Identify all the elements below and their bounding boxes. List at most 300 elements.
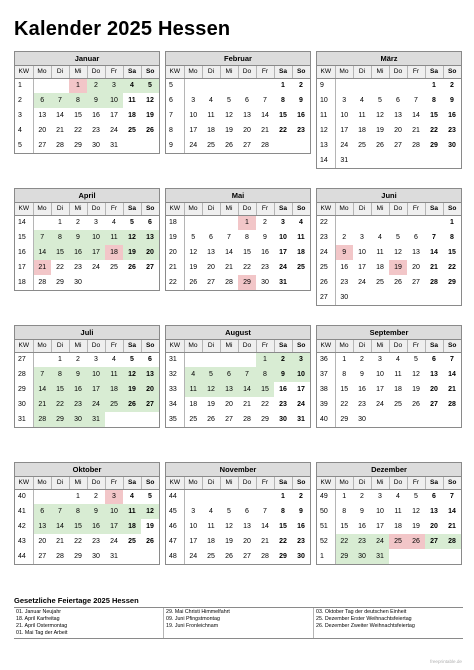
weekday-header: Do: [238, 340, 256, 352]
day-cell: 5: [414, 356, 418, 364]
day-cell: 7: [432, 234, 436, 241]
weekday-header: Di: [51, 203, 69, 215]
week-row: [317, 489, 461, 504]
day-cell: 23: [297, 127, 305, 134]
day-cell: 26: [225, 553, 233, 560]
day-cell: [184, 215, 202, 230]
day-cell: 12: [225, 112, 233, 119]
week-number: 13: [317, 138, 335, 153]
day-cell: 25: [207, 553, 215, 560]
week-number: 8: [166, 123, 184, 138]
day-cell: 5: [130, 219, 134, 227]
week-number: 17: [15, 260, 33, 275]
day-cell: 30: [261, 279, 269, 286]
day-cell: 13: [394, 112, 402, 119]
week-number: 31: [166, 352, 184, 367]
weekday-header: Do: [238, 477, 256, 489]
week-row: [15, 397, 159, 412]
day-cell: 18: [358, 127, 366, 134]
day-cell: 2: [342, 234, 347, 241]
day-cell: 11: [105, 367, 123, 382]
day-cell: [202, 352, 220, 367]
day-cell: 7: [33, 230, 51, 245]
weekday-header: Mo: [335, 203, 353, 215]
day-cell: [425, 412, 443, 427]
week-number: 20: [166, 245, 184, 260]
day-cell: 28: [243, 416, 251, 423]
day-cell: 26: [146, 127, 154, 134]
day-cell: 28: [225, 279, 233, 286]
day-cell: 13: [141, 230, 159, 245]
day-cell: 31: [110, 553, 118, 560]
day-cell: 3: [191, 508, 196, 515]
week-number: 49: [317, 489, 335, 504]
day-cell: 11: [128, 97, 136, 104]
weekday-header: Sa: [123, 477, 141, 489]
day-cell: 21: [412, 127, 420, 134]
day-cell: 18: [123, 519, 141, 534]
weekday-header: Di: [353, 203, 371, 215]
day-cell: 30: [340, 294, 349, 301]
weekday-header: Di: [202, 66, 220, 78]
day-cell: 3: [360, 234, 364, 241]
day-cell: 18: [297, 249, 305, 256]
weekday-header: Mi: [220, 66, 238, 78]
day-cell: [292, 138, 310, 153]
day-cell: 25: [110, 264, 118, 271]
weekday-header: KW: [166, 66, 184, 78]
day-cell: 5: [130, 356, 134, 364]
day-cell: 2: [263, 219, 267, 227]
day-cell: 18: [105, 245, 123, 260]
day-cell: 22: [448, 264, 456, 271]
day-cell: 8: [69, 93, 87, 108]
day-cell: 23: [279, 401, 287, 408]
day-cell: 25: [297, 264, 305, 271]
day-cell: 4: [360, 97, 364, 104]
day-cell: 5: [202, 367, 220, 382]
weekday-header: Mo: [184, 203, 202, 215]
day-cell: 10: [87, 230, 105, 245]
day-cell: 24: [340, 142, 349, 149]
day-cell: 21: [261, 538, 269, 545]
day-cell: 10: [189, 112, 198, 119]
day-cell: [220, 352, 238, 367]
day-cell: 4: [209, 97, 213, 104]
day-cell: 13: [38, 112, 47, 119]
day-cell: 6: [245, 97, 249, 104]
day-cell: 7: [238, 367, 256, 382]
day-cell: 6: [414, 234, 418, 241]
day-cell: [353, 78, 371, 93]
day-cell: 30: [92, 142, 100, 149]
day-cell: 22: [335, 534, 353, 549]
week-row: [15, 412, 159, 427]
weekday-header: Mi: [220, 340, 238, 352]
day-cell: 17: [376, 386, 384, 393]
day-cell: 24: [279, 264, 287, 271]
day-cell: 20: [225, 401, 233, 408]
day-cell: 17: [340, 127, 349, 134]
weekday-header: KW: [166, 203, 184, 215]
day-cell: 9: [69, 367, 87, 382]
day-cell: 28: [412, 142, 420, 149]
month-name: Oktober: [15, 463, 159, 477]
week-number: 9: [317, 78, 335, 93]
day-cell: 20: [394, 127, 402, 134]
day-cell: 21: [448, 386, 456, 393]
week-row: [317, 93, 461, 108]
weekday-header: Fr: [256, 66, 274, 78]
day-cell: 25: [207, 142, 215, 149]
day-cell: 26: [376, 142, 384, 149]
weekday-header: Di: [51, 66, 69, 78]
day-cell: 14: [261, 523, 269, 530]
day-cell: 8: [342, 371, 347, 378]
weekday-header: Mo: [184, 477, 202, 489]
week-number: 41: [15, 504, 33, 519]
month-table: [317, 340, 461, 427]
day-cell: 8: [51, 367, 69, 382]
week-row: [15, 78, 159, 93]
day-cell: 15: [74, 112, 82, 119]
day-cell: 2: [76, 356, 80, 364]
week-row: [317, 519, 461, 534]
day-cell: 15: [279, 112, 287, 119]
weekday-header: Mi: [371, 477, 389, 489]
weekday-header: Do: [87, 203, 105, 215]
holiday-item: 19. Juni Fronleichnam: [166, 623, 219, 629]
week-row: [166, 519, 310, 534]
week-row: [15, 215, 159, 230]
week-row: [166, 382, 310, 397]
holiday-legend-column: [14, 608, 164, 638]
weekday-header: Fr: [256, 340, 274, 352]
month-juni: [316, 188, 462, 306]
day-cell: 20: [412, 264, 420, 271]
weekday-header: Sa: [274, 203, 292, 215]
day-cell: [407, 549, 425, 564]
weekday-header: Fr: [407, 203, 425, 215]
week-row: [15, 534, 159, 549]
day-cell: 15: [51, 382, 69, 397]
day-cell: 16: [358, 523, 366, 530]
day-cell: 30: [358, 416, 366, 423]
week-row: [166, 275, 310, 290]
week-number: 1: [317, 549, 335, 564]
month-table: [317, 203, 461, 305]
month-table: [15, 340, 159, 427]
day-cell: 14: [51, 519, 69, 534]
day-cell: [123, 138, 141, 153]
week-number: 25: [317, 260, 335, 275]
day-cell: [274, 138, 292, 153]
week-number: 27: [15, 352, 33, 367]
weekday-header: So: [292, 66, 310, 78]
day-cell: 17: [87, 245, 105, 260]
day-cell: [371, 153, 389, 168]
day-cell: 4: [184, 367, 202, 382]
day-cell: 15: [430, 112, 438, 119]
holiday-item: 01. Mai Tag der Arbeit: [16, 630, 68, 636]
day-cell: 9: [299, 508, 303, 515]
day-cell: 25: [394, 401, 402, 408]
day-cell: 5: [141, 78, 159, 93]
day-cell: [353, 153, 371, 168]
day-cell: 5: [191, 234, 196, 241]
day-cell: [407, 215, 425, 230]
weekday-header: Do: [389, 203, 407, 215]
day-cell: 27: [394, 142, 402, 149]
weekday-header: Mo: [184, 66, 202, 78]
weekday-header: Fr: [105, 477, 123, 489]
day-cell: 2: [299, 82, 303, 90]
day-cell: 6: [33, 504, 51, 519]
day-cell: 9: [87, 93, 105, 108]
day-cell: 23: [261, 264, 269, 271]
month-table: [15, 66, 159, 153]
day-cell: 6: [209, 234, 213, 241]
weekday-header: Sa: [425, 477, 443, 489]
week-number: 34: [166, 397, 184, 412]
weekday-header: Di: [51, 340, 69, 352]
week-row: [166, 412, 310, 427]
week-row: [166, 534, 310, 549]
month-table: [15, 477, 159, 564]
day-cell: 31: [87, 412, 105, 427]
weekday-header: Di: [353, 66, 371, 78]
day-cell: 25: [128, 538, 136, 545]
day-cell: 3: [378, 493, 382, 501]
week-row: [166, 549, 310, 564]
week-row: [15, 108, 159, 123]
day-cell: 1: [58, 356, 62, 364]
week-number: 36: [317, 352, 335, 367]
day-cell: 24: [371, 534, 389, 549]
day-cell: 18: [105, 382, 123, 397]
day-cell: 28: [56, 553, 64, 560]
day-cell: 9: [360, 371, 364, 378]
day-cell: 15: [256, 382, 274, 397]
week-number: 2: [15, 93, 33, 108]
weekday-header: So: [141, 340, 159, 352]
day-cell: 27: [225, 416, 233, 423]
day-cell: [33, 352, 51, 367]
day-cell: 17: [189, 538, 198, 545]
day-cell: 17: [87, 382, 105, 397]
day-cell: 18: [189, 401, 198, 408]
day-cell: 4: [112, 219, 116, 227]
day-cell: 11: [297, 234, 305, 241]
weekday-header: Sa: [123, 340, 141, 352]
week-row: [15, 504, 159, 519]
day-cell: 30: [353, 549, 371, 564]
day-cell: [105, 275, 123, 290]
month-dezember: [316, 462, 462, 565]
weekday-header: Do: [87, 340, 105, 352]
day-cell: [51, 78, 69, 93]
day-cell: 18: [394, 386, 402, 393]
day-cell: 25: [189, 416, 198, 423]
day-cell: 19: [146, 523, 154, 530]
day-cell: [443, 153, 461, 168]
day-cell: 24: [297, 401, 305, 408]
day-cell: 7: [450, 493, 454, 501]
day-cell: 24: [376, 401, 384, 408]
day-cell: 16: [448, 112, 456, 119]
week-row: [317, 123, 461, 138]
weekday-header: Di: [51, 477, 69, 489]
day-cell: 1: [69, 78, 87, 93]
day-cell: 2: [87, 78, 105, 93]
day-cell: 17: [297, 386, 305, 393]
day-cell: 14: [448, 371, 456, 378]
week-number: 15: [15, 230, 33, 245]
holiday-legend: [14, 596, 463, 639]
day-cell: [184, 78, 202, 93]
day-cell: 12: [225, 523, 233, 530]
holiday-item: 26. Dezember Zweiter Weihnachtsfeiertag: [316, 623, 415, 629]
weekday-header: Mi: [69, 477, 87, 489]
day-cell: 26: [407, 534, 425, 549]
day-cell: [443, 290, 461, 305]
weekday-header: Do: [238, 66, 256, 78]
weekday-header: Di: [353, 340, 371, 352]
day-cell: 25: [376, 279, 384, 286]
holiday-item: 29. Mai Christi Himmelfahrt: [166, 609, 230, 615]
day-cell: 3: [94, 219, 98, 227]
day-cell: 15: [340, 386, 349, 393]
day-cell: [123, 275, 141, 290]
week-row: [166, 78, 310, 93]
weekday-header: Sa: [425, 340, 443, 352]
day-cell: 10: [189, 523, 198, 530]
day-cell: 1: [342, 493, 347, 501]
holiday-item: 21. April Ostermontag: [16, 623, 68, 629]
day-cell: 20: [207, 264, 215, 271]
day-cell: 4: [209, 508, 213, 515]
day-cell: 31: [110, 142, 118, 149]
week-row: [317, 153, 461, 168]
week-number: 26: [317, 275, 335, 290]
day-cell: 17: [105, 519, 123, 534]
day-cell: 13: [220, 382, 238, 397]
day-cell: 26: [225, 142, 233, 149]
day-cell: 8: [281, 508, 285, 515]
holiday-legend-title: Gesetzliche Feiertage 2025 Hessen: [14, 596, 139, 605]
weekday-header: Di: [202, 203, 220, 215]
day-cell: 7: [51, 504, 69, 519]
weekday-header: Mi: [371, 203, 389, 215]
day-cell: 4: [378, 234, 382, 241]
day-cell: [371, 290, 389, 305]
weekday-header: Mo: [335, 477, 353, 489]
day-cell: [425, 549, 443, 564]
day-cell: 2: [450, 82, 454, 90]
day-cell: 27: [243, 142, 251, 149]
week-row: [166, 504, 310, 519]
weekday-header: Do: [389, 66, 407, 78]
week-number: 6: [166, 93, 184, 108]
day-cell: 28: [261, 142, 269, 149]
weekday-header: So: [443, 66, 461, 78]
day-cell: 6: [432, 493, 436, 501]
day-cell: 22: [51, 397, 69, 412]
day-cell: 20: [38, 127, 47, 134]
weekday-header: So: [141, 66, 159, 78]
day-cell: 26: [123, 397, 141, 412]
day-cell: 19: [189, 264, 198, 271]
month-table: [166, 340, 310, 427]
weekday-header: So: [292, 203, 310, 215]
day-cell: 25: [389, 534, 407, 549]
day-cell: 24: [92, 264, 100, 271]
week-number: 10: [317, 93, 335, 108]
week-number: 21: [166, 260, 184, 275]
week-number: 47: [166, 534, 184, 549]
holiday-legend-column: [164, 608, 314, 638]
day-cell: 14: [56, 112, 64, 119]
day-cell: [443, 412, 461, 427]
weekday-header: KW: [166, 340, 184, 352]
week-number: 14: [317, 153, 335, 168]
day-cell: 15: [279, 523, 287, 530]
day-cell: 22: [243, 264, 251, 271]
weekday-header: KW: [317, 477, 335, 489]
week-number: 44: [15, 549, 33, 564]
day-cell: 22: [261, 401, 269, 408]
day-cell: 10: [292, 367, 310, 382]
week-number: 30: [15, 397, 33, 412]
day-cell: 24: [110, 538, 118, 545]
week-row: [317, 260, 461, 275]
day-cell: 22: [74, 127, 82, 134]
day-cell: [443, 549, 461, 564]
week-row: [166, 230, 310, 245]
day-cell: [425, 153, 443, 168]
week-number: 42: [15, 519, 33, 534]
holiday-item: 18. April Karfreitag: [16, 616, 60, 622]
day-cell: 16: [261, 249, 269, 256]
day-cell: 3: [105, 78, 123, 93]
day-cell: 14: [412, 112, 420, 119]
day-cell: 5: [227, 97, 231, 104]
day-cell: 27: [412, 279, 420, 286]
day-cell: 5: [227, 508, 231, 515]
day-cell: 3: [281, 219, 285, 227]
weekday-header: Mi: [69, 340, 87, 352]
month-table: [317, 66, 461, 168]
holiday-item: 03. Oktober Tag der deutschen Einheit: [316, 609, 407, 615]
day-cell: 29: [51, 412, 69, 427]
day-cell: 16: [297, 112, 305, 119]
day-cell: 30: [69, 412, 87, 427]
day-cell: [389, 215, 407, 230]
day-cell: 10: [105, 504, 123, 519]
day-cell: 16: [92, 112, 100, 119]
month-table: [15, 203, 159, 290]
day-cell: [335, 78, 353, 93]
day-cell: 27: [141, 397, 159, 412]
day-cell: 27: [38, 142, 47, 149]
week-number: 7: [166, 108, 184, 123]
week-number: 3: [15, 108, 33, 123]
day-cell: 12: [202, 382, 220, 397]
day-cell: [389, 153, 407, 168]
day-cell: 8: [245, 234, 249, 241]
week-number: 4: [15, 123, 33, 138]
day-cell: 1: [58, 219, 62, 227]
